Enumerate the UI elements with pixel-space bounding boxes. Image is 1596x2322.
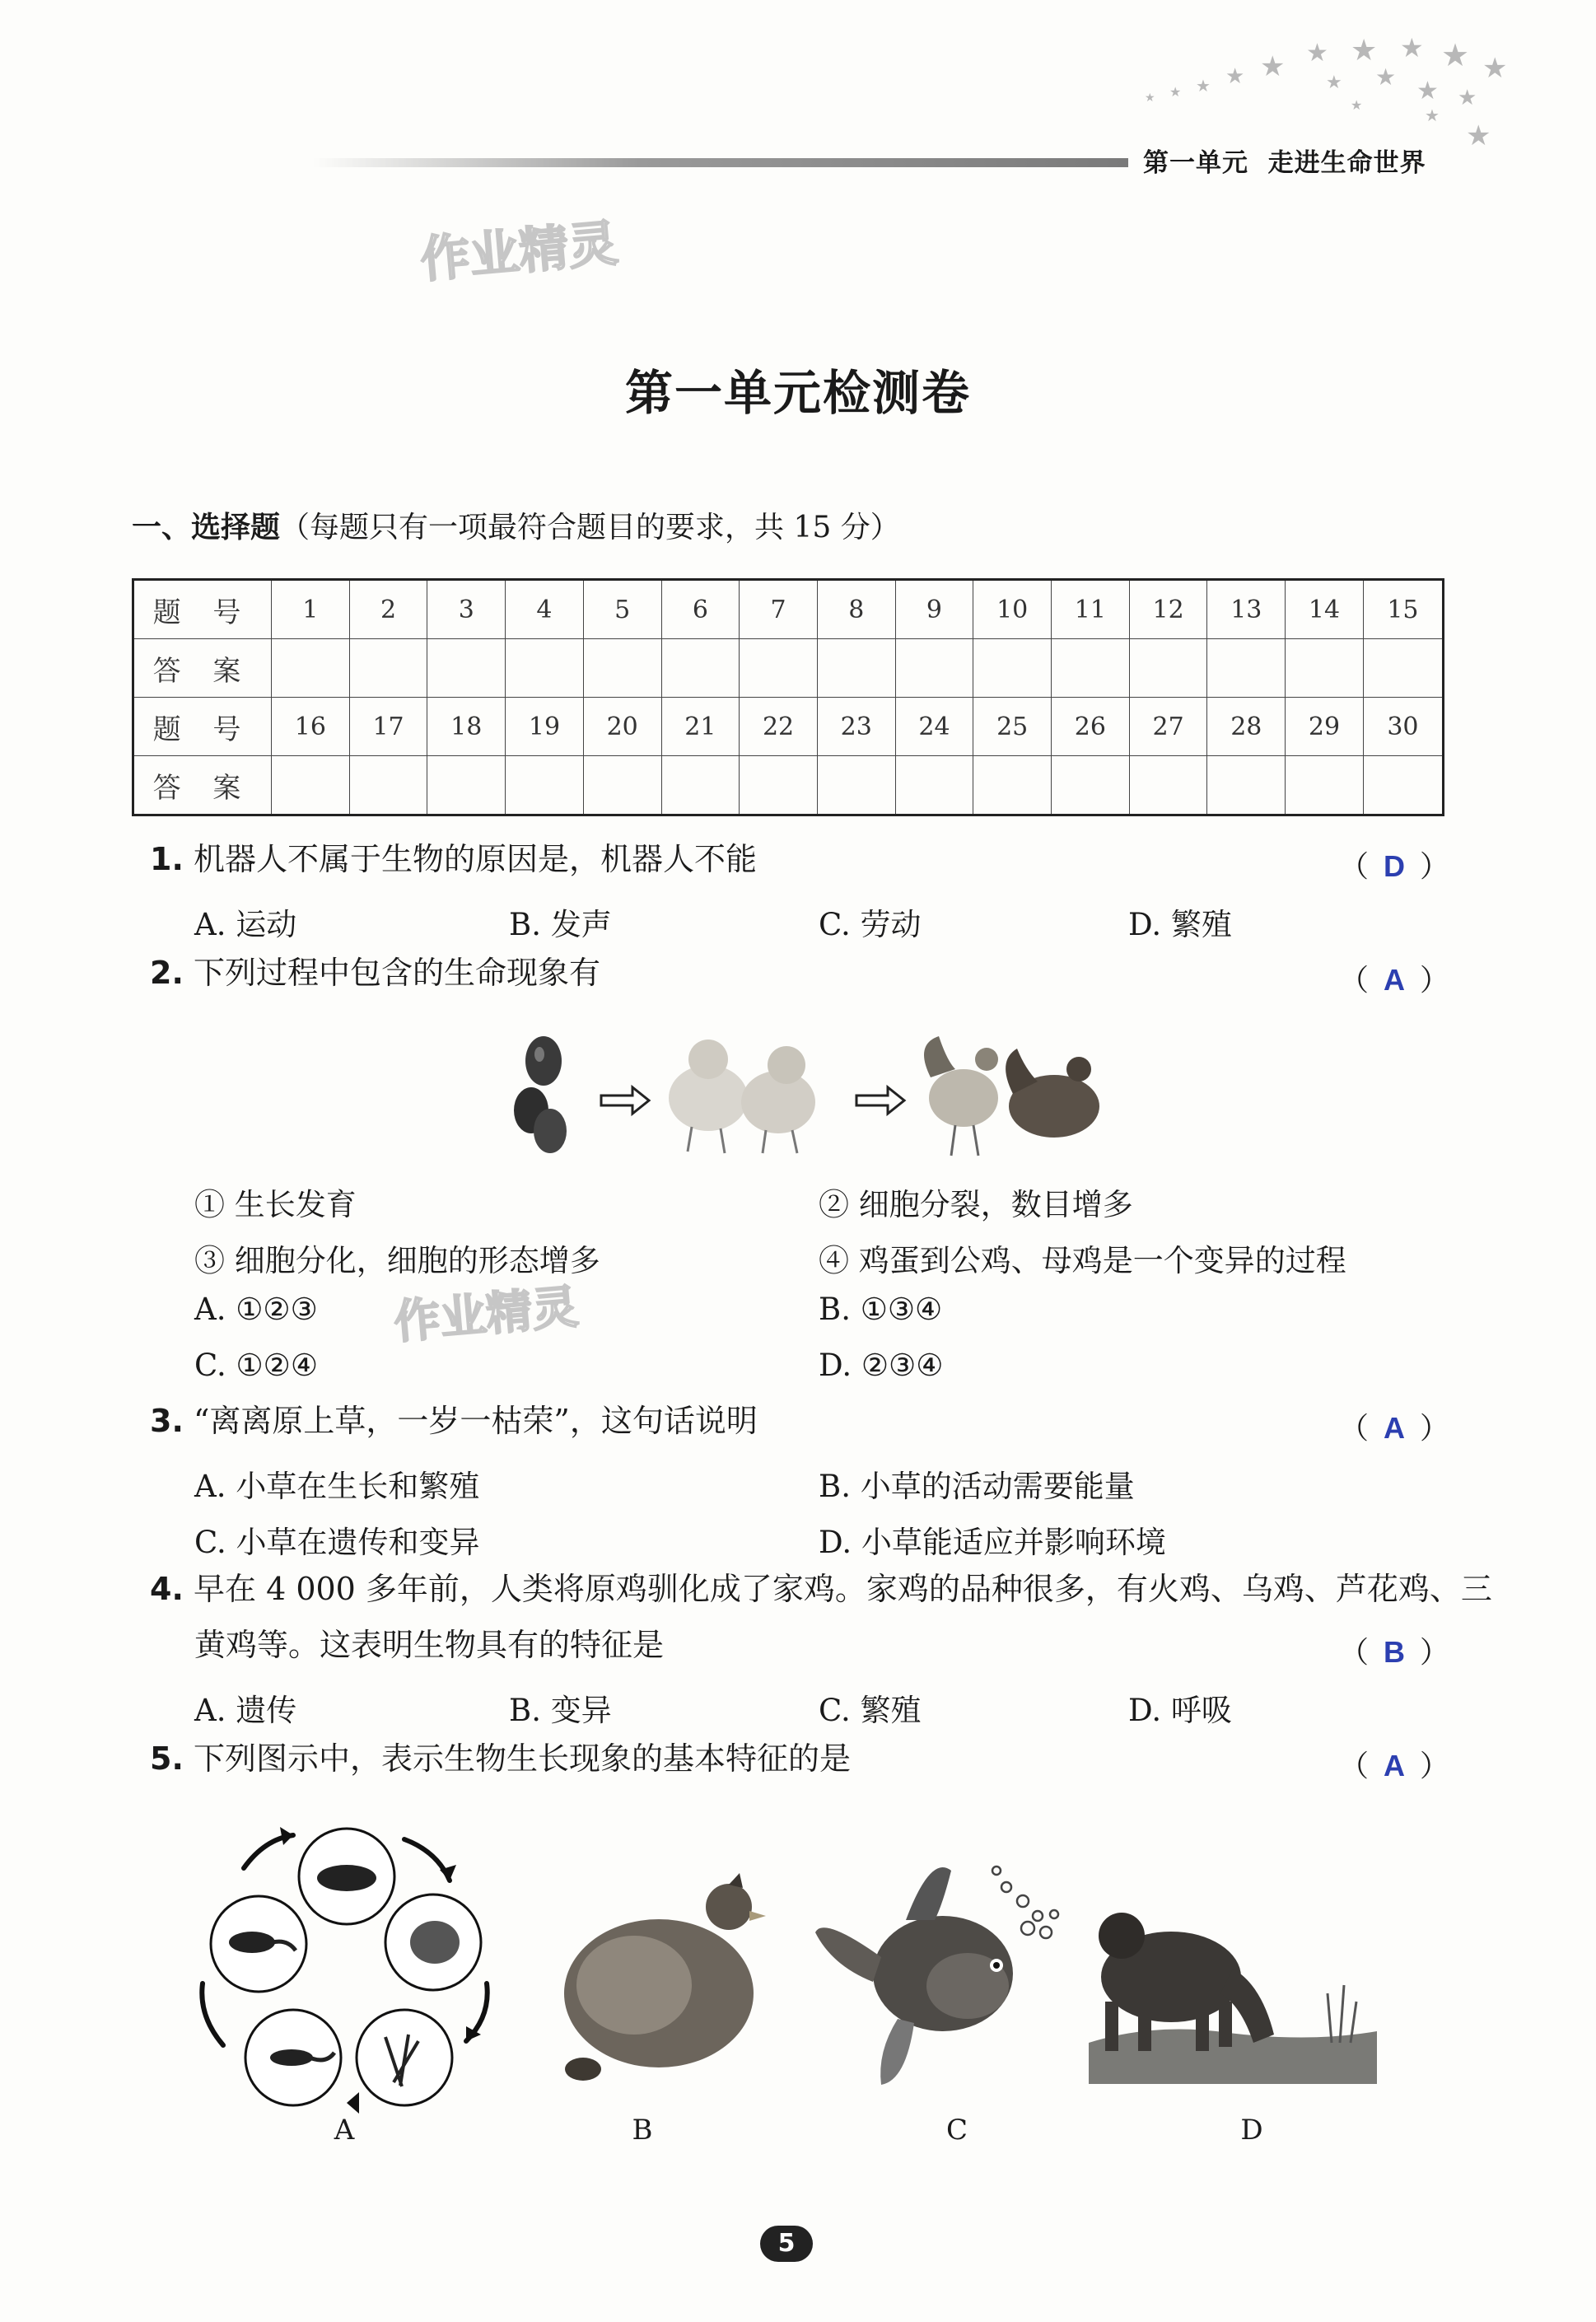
answer-cell[interactable] (272, 756, 350, 815)
number-cell: 26 (1052, 698, 1130, 756)
question-3 (150, 1405, 758, 1437)
question-text: 下列过程中包含的生命现象有 (193, 955, 600, 991)
answer-cell[interactable] (895, 639, 973, 698)
answer-cell[interactable] (583, 639, 661, 698)
eggs-image (514, 1036, 567, 1153)
section-name: 一、选择题 (132, 511, 281, 544)
frog-life-cycle-image[interactable] (194, 1819, 499, 2115)
answer-cell[interactable] (1286, 756, 1364, 815)
number-cell: 30 (1363, 698, 1443, 756)
watermark-middle: 作业精灵 (391, 1280, 581, 1350)
answer-cell[interactable] (506, 756, 584, 815)
option-a[interactable]: A. ①②③ (194, 1292, 318, 1327)
answer-table (132, 578, 1444, 816)
answer-cell[interactable] (1129, 756, 1207, 815)
option-a[interactable]: A. 小草在生长和繁殖 (194, 1469, 480, 1504)
answer-cell[interactable] (583, 756, 661, 815)
answer-cell[interactable] (1052, 756, 1130, 815)
image-caption-d: D (1240, 2114, 1263, 2147)
number-cell: 23 (817, 698, 895, 756)
hen-with-egg-image[interactable] (560, 1870, 774, 2084)
image-caption-c: C (945, 2114, 968, 2147)
option-b[interactable]: B. 发声 (509, 907, 612, 942)
question-number: 2. (150, 955, 184, 991)
answer-label: 答 案 (133, 756, 272, 815)
watermark-top: 作业精灵 (418, 214, 621, 290)
number-cell: 29 (1286, 698, 1364, 756)
answer-cell[interactable] (740, 639, 818, 698)
image-caption-a: A (334, 2114, 355, 2147)
answer-cell[interactable] (895, 756, 973, 815)
arrow-icon (856, 1087, 904, 1114)
answer-cell[interactable] (817, 756, 895, 815)
answer-cell[interactable] (349, 756, 427, 815)
option-c[interactable]: C. 小草在遗传和变异 (194, 1525, 480, 1560)
number-cell: 12 (1129, 580, 1207, 639)
number-cell: 10 (973, 580, 1052, 639)
answer-cell[interactable] (661, 756, 740, 815)
option-c[interactable]: C. 劳动 (819, 907, 922, 942)
option-c[interactable]: C. 繁殖 (819, 1693, 922, 1728)
header-title (1143, 142, 1426, 179)
answer-value: A (1384, 1411, 1406, 1445)
section-note: （每题只有一项最符合题目的要求，共 15 分） (280, 511, 900, 544)
number-cell: 27 (1129, 698, 1207, 756)
number-cell: 6 (661, 580, 740, 639)
option-d[interactable]: D. 繁殖 (1128, 907, 1232, 942)
answer-row-2 (133, 756, 1444, 815)
answer-cell[interactable] (817, 639, 895, 698)
number-cell: 17 (349, 698, 427, 756)
number-cell: 16 (272, 698, 350, 756)
option-c[interactable]: C. ①②④ (194, 1348, 319, 1383)
answer-cell[interactable] (1363, 756, 1443, 815)
answer-row-1 (133, 639, 1444, 698)
answer-blank-5[interactable]: （ A ） (1339, 1749, 1450, 1783)
answer-cell[interactable] (1207, 756, 1286, 815)
question-number: 4. (150, 1571, 184, 1607)
header-unit: 第一单元 (1143, 148, 1248, 178)
question-number: 5. (150, 1740, 184, 1777)
answer-value: D (1384, 849, 1406, 883)
answer-cell[interactable] (427, 756, 506, 815)
statement-1: ① 生长发育 (194, 1187, 357, 1222)
question-text: “离离原上草，一岁一枯荣”，这句话说明 (193, 1403, 758, 1439)
answer-blank-4[interactable]: （ B ） (1339, 1635, 1450, 1670)
number-cell: 25 (973, 698, 1052, 756)
option-d[interactable]: D. 小草能适应并影响环境 (819, 1525, 1166, 1560)
page-number: 5 (760, 2226, 813, 2262)
number-cell: 14 (1286, 580, 1364, 639)
grazing-calf-image[interactable] (1089, 1886, 1377, 2084)
answer-cell[interactable] (1363, 639, 1443, 698)
answer-label: 答 案 (133, 639, 272, 698)
number-cell: 15 (1363, 580, 1443, 639)
number-row-1 (133, 580, 1444, 639)
answer-cell[interactable] (1207, 639, 1286, 698)
number-cell: 11 (1052, 580, 1130, 639)
question-text: 机器人不属于生物的原因是，机器人不能 (193, 841, 757, 877)
number-cell: 9 (895, 580, 973, 639)
number-cell: 24 (895, 698, 973, 756)
option-b[interactable]: B. 变异 (509, 1693, 612, 1728)
number-cell: 4 (506, 580, 584, 639)
number-cell: 3 (427, 580, 506, 639)
answer-cell[interactable] (349, 639, 427, 698)
answer-cell[interactable] (272, 639, 350, 698)
number-row-2 (133, 698, 1444, 756)
rooster-hen-image (924, 1036, 1099, 1156)
page-title: 第一单元检测卷 (624, 365, 971, 421)
answer-cell[interactable] (1286, 639, 1364, 698)
answer-cell[interactable] (506, 639, 584, 698)
number-cell: 1 (272, 580, 350, 639)
option-a[interactable]: A. 运动 (194, 907, 297, 942)
question-1 (150, 843, 757, 875)
question-text: 下列图示中，表示生物生长现象的基本特征的是 (193, 1740, 851, 1777)
answer-value: A (1384, 1749, 1406, 1782)
answer-blank-2[interactable]: （ A ） (1339, 963, 1450, 997)
header-rule (313, 158, 1128, 167)
number-cell: 28 (1207, 698, 1286, 756)
number-cell: 21 (661, 698, 740, 756)
question-4 (150, 1573, 1492, 1605)
number-label: 题 号 (133, 580, 272, 639)
option-d[interactable]: D. 呼吸 (1128, 1693, 1232, 1728)
number-cell: 2 (349, 580, 427, 639)
goldfish-image[interactable] (807, 1850, 1071, 2089)
option-d[interactable]: D. ②③④ (819, 1348, 944, 1383)
answer-cell[interactable] (973, 639, 1052, 698)
option-b[interactable]: B. ①③④ (819, 1292, 943, 1327)
statement-2: ② 细胞分裂，数目增多 (819, 1187, 1133, 1222)
number-label: 题 号 (133, 698, 272, 756)
header-topic: 走进生命世界 (1267, 148, 1426, 178)
question-5 (150, 1740, 851, 1777)
answer-cell[interactable] (740, 756, 818, 815)
answer-cell[interactable] (1129, 639, 1207, 698)
answer-cell[interactable] (427, 639, 506, 698)
answer-value: A (1384, 963, 1406, 997)
image-caption-b: B (632, 2114, 653, 2147)
header-stars: ★ ★ ★ ★ ★ ★ ★ ★ ★ ★ ★ ★ ★ ★ ★ ★ ★ (1145, 32, 1508, 152)
question-2 (150, 955, 600, 991)
statement-4: ④ 鸡蛋到公鸡、母鸡是一个变异的过程 (819, 1243, 1346, 1278)
question-number: 3. (150, 1403, 184, 1439)
chicken-growth-illustration (469, 1020, 1112, 1160)
section-heading (132, 504, 900, 546)
number-cell: 20 (583, 698, 661, 756)
number-cell: 22 (740, 698, 818, 756)
chicks-image (669, 1040, 815, 1153)
number-cell: 5 (583, 580, 661, 639)
number-cell: 18 (427, 698, 506, 756)
answer-blank-1[interactable]: （ D ） (1339, 849, 1450, 884)
answer-blank-3[interactable]: （ A ） (1339, 1411, 1450, 1446)
number-cell: 7 (740, 580, 818, 639)
number-cell: 19 (506, 698, 584, 756)
question-text: 早在 4 000 多年前，人类将原鸡驯化成了家鸡。家鸡的品种很多，有火鸡、乌鸡、芦花鸡、三 (193, 1571, 1492, 1607)
number-cell: 13 (1207, 580, 1286, 639)
number-cell: 8 (817, 580, 895, 639)
question-number: 1. (150, 841, 184, 877)
option-b[interactable]: B. 小草的活动需要能量 (819, 1469, 1135, 1504)
answer-cell[interactable] (973, 756, 1052, 815)
answer-cell[interactable] (661, 639, 740, 698)
answer-cell[interactable] (1052, 639, 1130, 698)
answer-value: B (1384, 1635, 1406, 1669)
arrow-icon (601, 1087, 649, 1114)
statement-3: ③ 细胞分化，细胞的形态增多 (194, 1243, 600, 1278)
question-4-continued: 黄鸡等。这表明生物具有的特征是 (194, 1627, 665, 1663)
option-a[interactable]: A. 遗传 (194, 1693, 297, 1728)
